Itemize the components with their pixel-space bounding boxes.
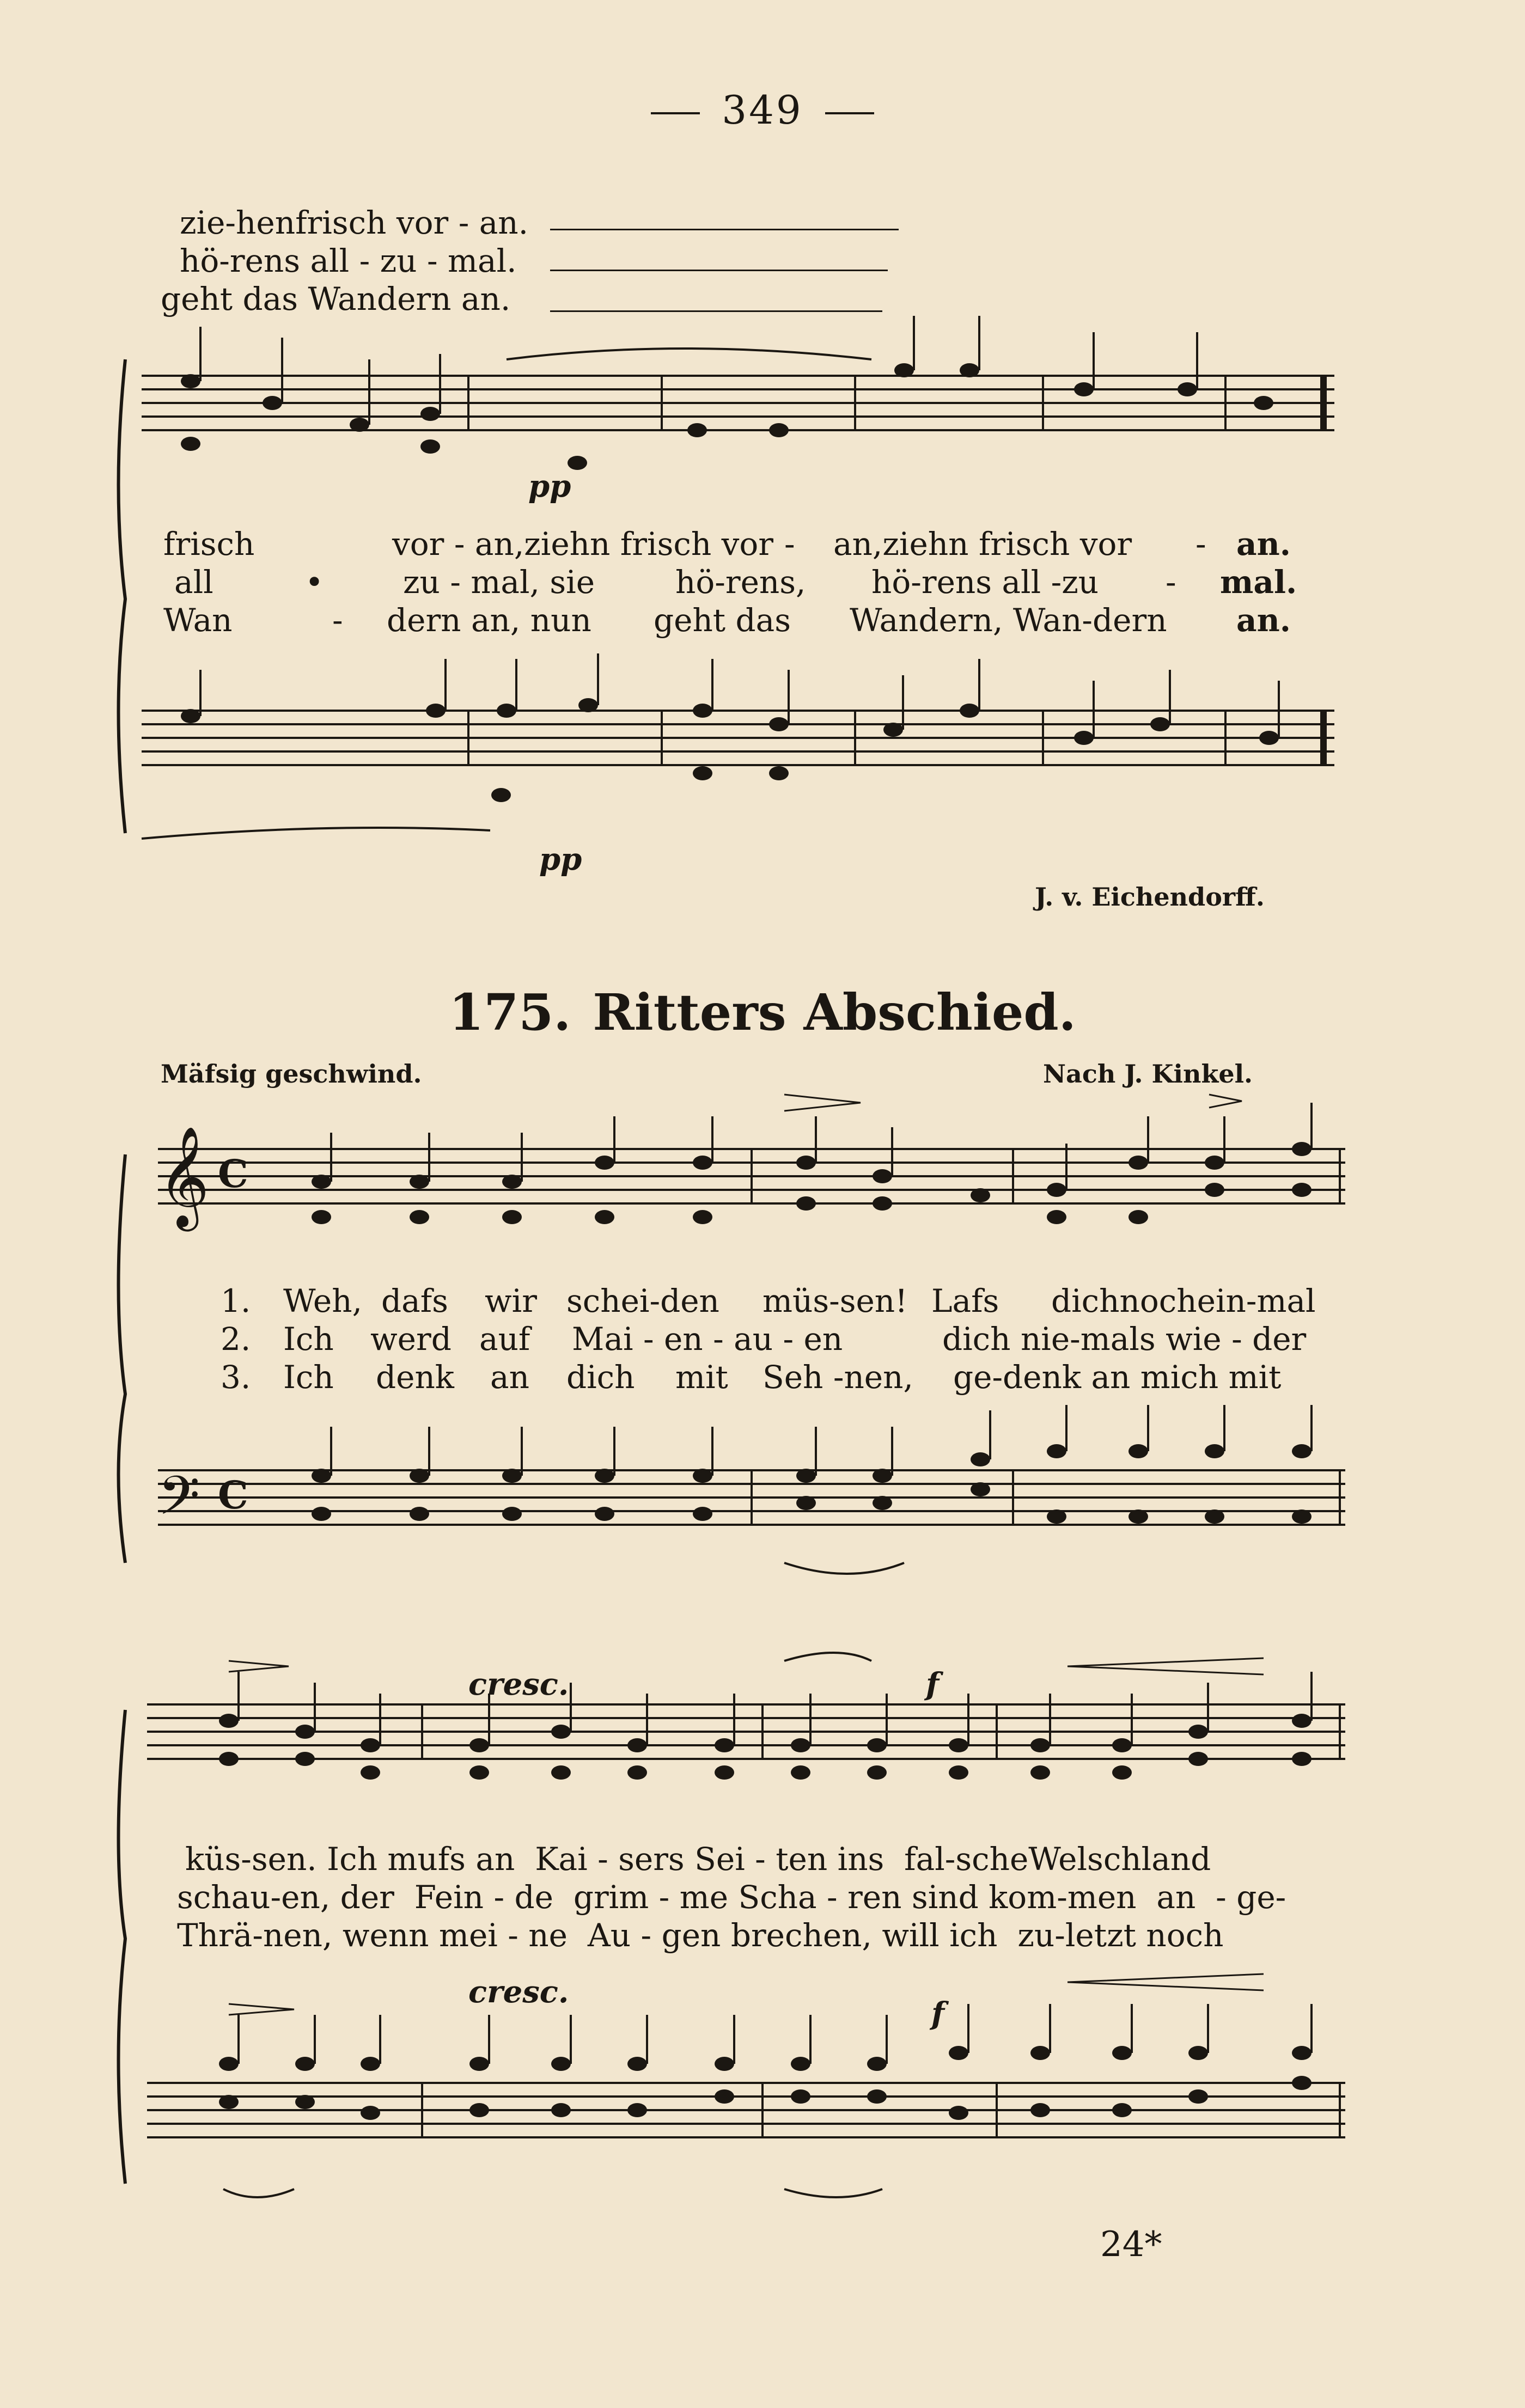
lyric-word: müs-sen! [762,1282,908,1319]
dynamic-pp-lower: pp [539,841,582,877]
lyric-word: an. [1236,525,1291,563]
tempo-marking: Mäfsig geschwind. [161,1059,422,1089]
lyric-word: dich nie-mals wie - der [942,1321,1307,1358]
verse-number: 3. [221,1359,251,1396]
carryover-system [0,0,1525,871]
song-title: Ritters Abschied. [593,983,1076,1042]
lyric-word: Seh -nen, [762,1359,913,1396]
lyric-word: geht das [654,602,791,639]
song-lyrics-system-2-verse-1: küs-sen. Ich mufs an Kai - sers Sei - ten ins fal-scheWelschland [185,1841,1211,1878]
lyric-word: - [1195,525,1206,563]
song-number: 175. [449,983,571,1042]
lyric-word: all [174,564,213,601]
lyric-word: an. [1236,602,1291,639]
lyric-word: dich [566,1359,635,1396]
lyric-word: mit [675,1359,728,1396]
svg-text:C: C [218,1151,248,1196]
verse-number: 2. [221,1321,251,1358]
lyric-word: - [332,602,343,639]
dynamic-cresc-upper: cresc. [468,1666,569,1702]
lyric-word: - [784,525,795,563]
lyric-word: Ich [283,1321,334,1358]
verse-tail-3: geht das Wandern an. [161,280,511,317]
lyric-word: dichnochein-mal [1051,1282,1316,1319]
lyric-word: schei-den [566,1282,719,1319]
lyric-word: Mai - en - au - en [572,1321,843,1358]
verse-number: 1. [221,1282,251,1319]
song-title-line [0,983,1525,1042]
lyric-word: dafs [381,1282,448,1319]
lyric-word: Wandern, Wan-dern [850,602,1167,639]
song-lyrics-system-2-verse-3: Thrä-nen, wenn mei - ne Au - gen brechen, will ich zu-letzt noch [177,1917,1224,1954]
dynamic-f-lower: f [931,1996,945,2032]
footer-signature: 24* [1100,2224,1162,2265]
lyric-word: Wan [163,602,233,639]
source-credit: Nach J. Kinkel. [1043,1059,1253,1089]
song-lyrics-system-2-verse-2: schau-en, der Fein - de grim - me Scha - ren sind kom-men an - ge- [177,1879,1286,1916]
dynamic-f-upper: f [926,1666,940,1702]
lyric-word: an [490,1359,529,1396]
carryover-staff-graphic [0,0,1525,871]
lyric-word: denk [376,1359,454,1396]
dynamic-pp-upper: pp [528,468,571,504]
lyric-word: Ich [283,1359,334,1396]
lyric-word: werd [370,1321,452,1358]
lyric-word: an,ziehn frisch vor [833,525,1132,563]
lyric-word: vor - an,ziehn frisch vor [392,525,774,563]
lyric-word: dern an, nun [387,602,591,639]
svg-text:𝄞: 𝄞 [158,1125,210,1227]
lyric-word: frisch [163,525,255,563]
lyric-word: • [305,564,324,601]
lyric-word: zu - mal, sie [403,564,595,601]
lyric-word: Weh, [283,1282,362,1319]
lyric-word: ge-denk an mich mit [953,1359,1282,1396]
svg-text:C: C [218,1472,248,1518]
lyric-word: hö-rens all -zu [871,564,1099,601]
lyric-word: hö-rens, [675,564,806,601]
lyric-word: mal. [1220,564,1297,601]
verse-tail-1: zie-henfrisch vor - an. [180,204,529,241]
page-number: 349 [722,87,803,133]
lyric-word: auf [479,1321,530,1358]
verse-tail-2: hö-rens all - zu - mal. [180,242,517,279]
dynamic-cresc-lower: cresc. [468,1974,569,2010]
svg-text:𝄢: 𝄢 [158,1465,200,1541]
lyric-word: - [1166,564,1176,601]
poem-author: J. v. Eichendorff. [1035,882,1265,912]
lyric-word: wir [485,1282,537,1319]
lyric-word: Lafs [931,1282,999,1319]
